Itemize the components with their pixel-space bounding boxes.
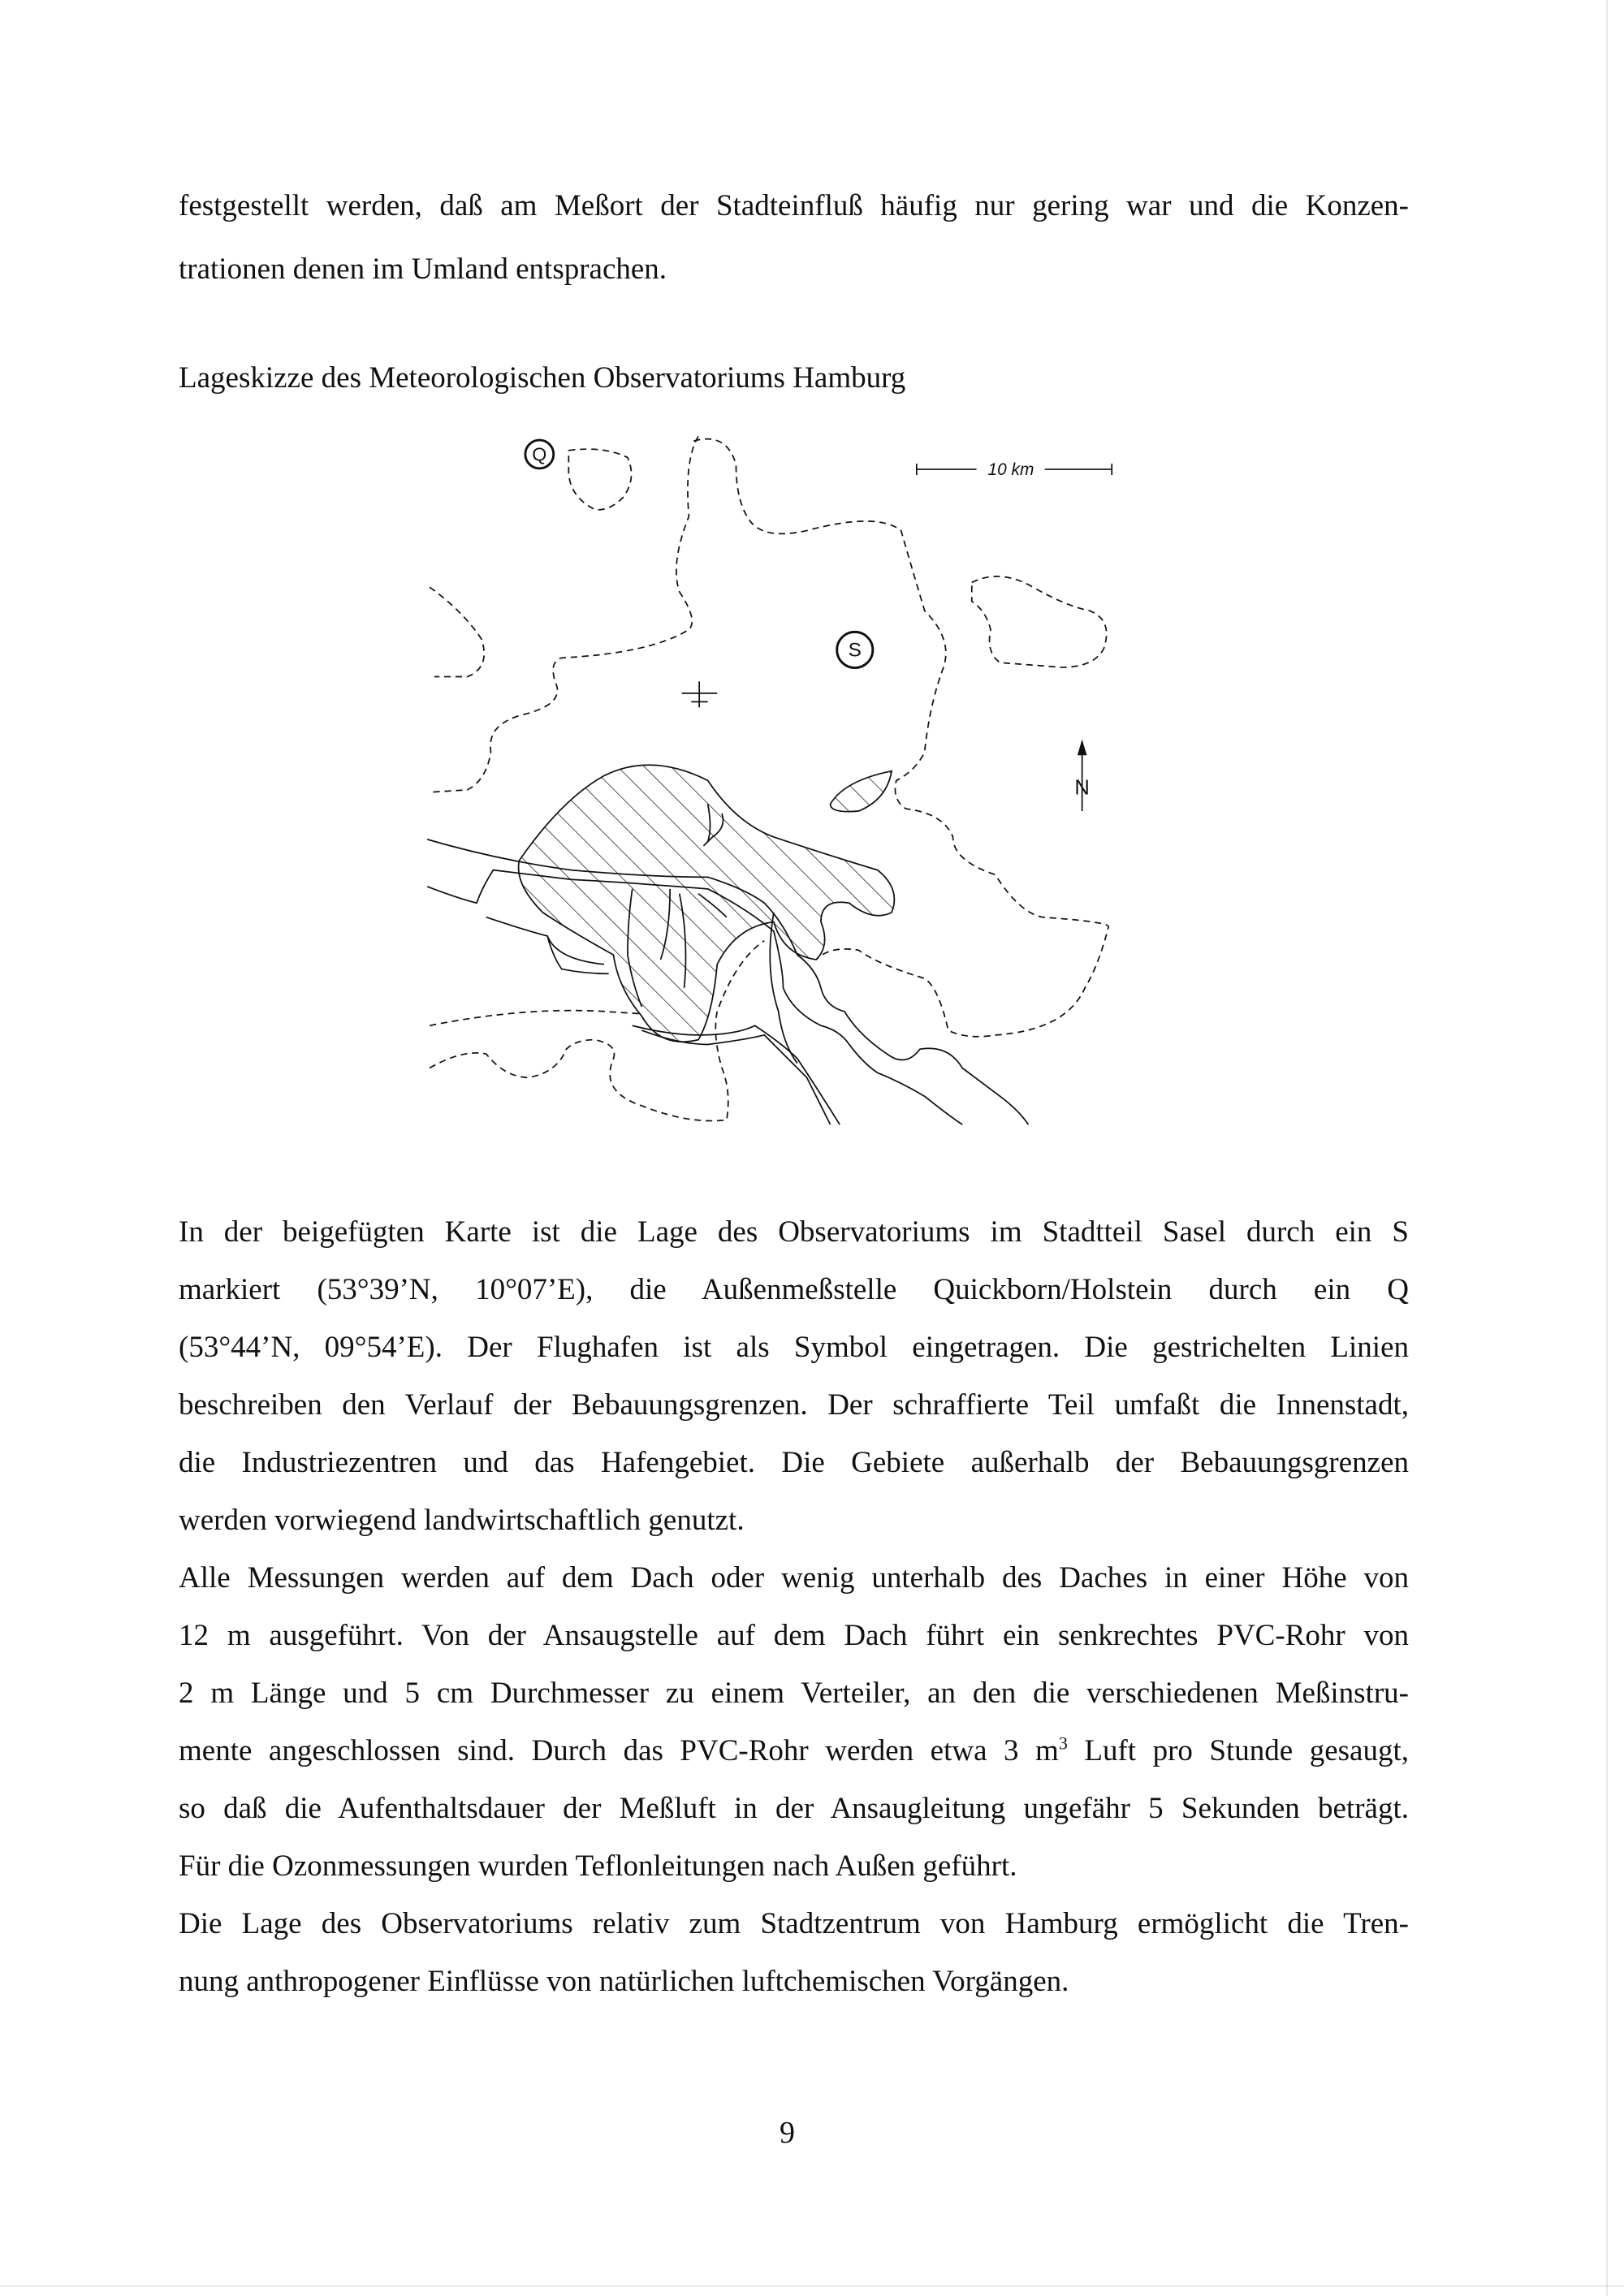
paragraph-line: trationen denen im Umland entsprachen. [179, 252, 667, 286]
paragraph-line [179, 1733, 1409, 1769]
paragraph-line: markiert (53°39’N, 10°07’E), die Außenmeßstelle Quickborn/Holstein durch ein Q [179, 1273, 1409, 1306]
paragraph-line: so daß die Aufenthaltsdauer der Meßluft in der Ansaugleitung ungefähr 5 Sekunden beträgt. [179, 1792, 1409, 1825]
marker-q [525, 440, 554, 468]
paragraph-line: Die Lage des Observatoriums relativ zum Stadtzentrum von Hamburg ermöglicht die Tren- [179, 1907, 1409, 1940]
paragraph-line: nung anthropogener Einflüsse von natürlichen luftchemischen Vorgängen. [179, 1965, 1069, 1998]
paragraph-line: Für die Ozonmessungen wurden Teflonleitungen nach Außen geführt. [179, 1849, 1017, 1883]
paragraph-line: In der beigefügten Karte ist die Lage des Observatoriums im Stadtteil Sasel durch ein S [179, 1215, 1409, 1249]
marker-s [837, 632, 873, 667]
figure-caption: Lageskizze des Meteorologischen Observatoriums Hamburg [179, 361, 906, 395]
svg-text:Q: Q [532, 443, 547, 465]
paragraph-line: 12 m ausgeführt. Von der Ansaugstelle auf dem Dach führt ein senkrechtes PVC-Rohr von [179, 1619, 1409, 1652]
boundary-q-island [568, 449, 631, 510]
paragraph-line: 2 m Länge und 5 cm Durchmesser zu einem Verteiler, an den die verschiedenen Meßinstru- [179, 1677, 1409, 1710]
boundary-south [430, 1011, 641, 1026]
paragraph-line: werden vorwiegend landwirtschaftlich genutzt. [179, 1504, 745, 1537]
paragraph-line: beschreiben den Verlauf der Bebauungsgrenzen. Der schraffierte Teil umfaßt die Innenstadt, [179, 1388, 1409, 1422]
north-arrow-icon [1074, 742, 1089, 811]
paragraph-line: festgestellt werden, daß am Meßort der Stadteinfluß häufig nur gering war und die Konzen- [179, 189, 1409, 222]
svg-text:S: S [848, 639, 862, 662]
svg-text:N: N [1074, 776, 1090, 800]
page-number: 9 [780, 2116, 795, 2150]
paragraph-line: Alle Messungen werden auf dem Dach oder wenig unterhalb des Daches in einer Höhe von [179, 1561, 1409, 1595]
location-map [406, 422, 1137, 1153]
paragraph-line: die Industriezentren und das Hafengebiet. Die Gebiete außerhalb der Bebauungsgrenzen [179, 1446, 1409, 1479]
scan-edge [1606, 0, 1608, 2296]
boundary-east-island [972, 576, 1107, 667]
boundary-far-west [430, 587, 484, 676]
airplane-icon [682, 681, 718, 707]
scan-edge [0, 2285, 1624, 2287]
hatched-city-area [519, 765, 895, 1042]
text-span: mente angeschlossen sind. Durch das PVC-Rohr werden etwa 3 m [179, 1734, 1059, 1767]
svg-text:10 km: 10 km [987, 460, 1034, 480]
scale-bar [917, 460, 1112, 479]
text-span: Luft pro Stunde gesaugt, [1067, 1734, 1410, 1767]
built-up-boundaries [430, 436, 1108, 1120]
boundary-west [430, 436, 698, 792]
paragraph-line: (53°44’N, 09°54’E). Der Flughafen ist als Symbol eingetragen. Die gestrichelten Linien [179, 1331, 1409, 1364]
superscript: 3 [1058, 1733, 1068, 1754]
